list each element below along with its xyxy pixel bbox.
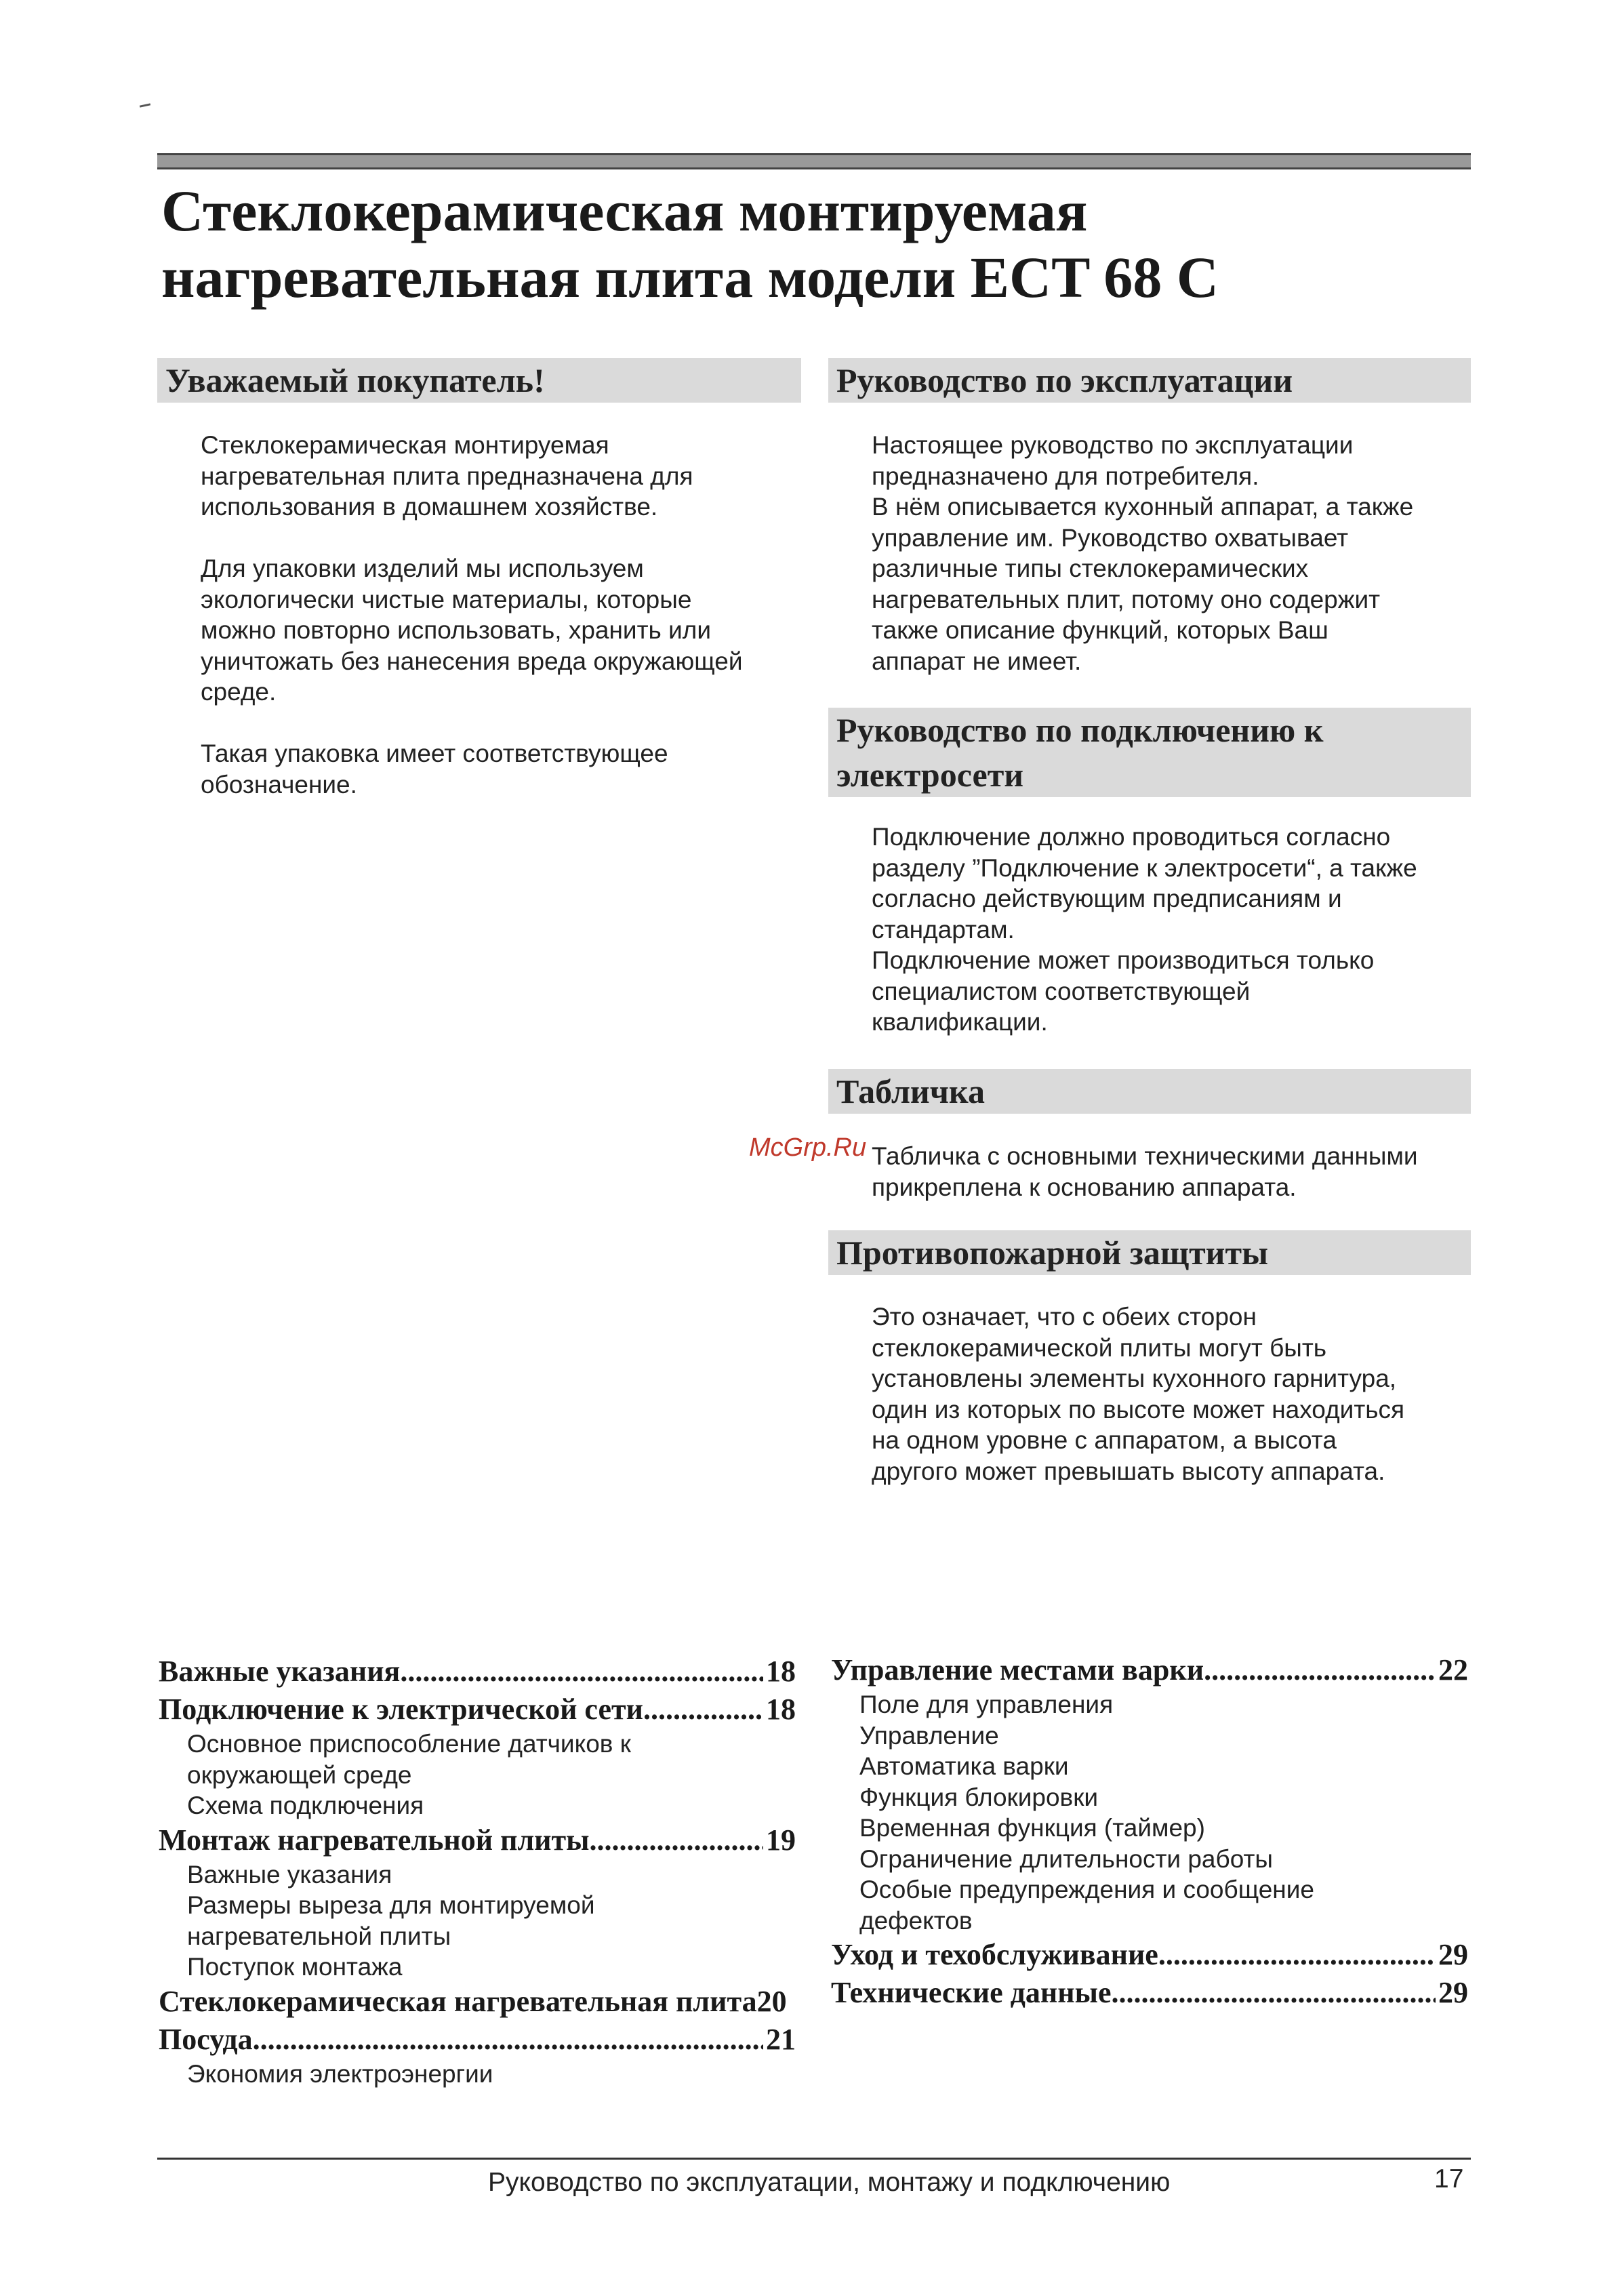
toc-page: 29 xyxy=(1438,1976,1468,2009)
toc-sub-entry: Поступок монтажа xyxy=(187,1953,403,1981)
text-line: управление им. Руководство охватывает xyxy=(872,523,1349,552)
section-heading-plate: Табличка xyxy=(828,1069,1471,1114)
toc-page: 20 xyxy=(756,1984,787,2018)
toc-sub-entry: Автоматика варки xyxy=(859,1752,1069,1780)
toc-sub-entry: дефектов xyxy=(859,1906,973,1935)
toc-label: Посуда xyxy=(159,2022,253,2056)
text-line: Стеклокерамическая монтируемая xyxy=(201,431,609,459)
toc-page: 29 xyxy=(1438,1938,1468,1971)
toc-label: Подключение к электрической сети xyxy=(159,1693,643,1726)
toc-label: Монтаж нагревательной плиты xyxy=(159,1823,590,1857)
text-line: нагревательных плит, потому оно содержит xyxy=(872,585,1381,613)
toc-entry[interactable] xyxy=(831,1974,1468,2012)
text-line: стеклокерамической плиты могут быть xyxy=(872,1333,1327,1362)
text-line: Это означает, что с обеих сторон xyxy=(872,1303,1257,1331)
toc-label: Управление местами варки xyxy=(831,1653,1204,1686)
toc-page: 18 xyxy=(766,1693,796,1726)
watermark: McGrp.Ru xyxy=(749,1133,867,1162)
title-rule xyxy=(157,153,1471,169)
intro-text xyxy=(201,430,811,800)
toc-entry[interactable] xyxy=(159,1821,796,1859)
plate-text xyxy=(872,1141,1471,1203)
page-title xyxy=(161,178,1483,310)
text-line: использования в домашнем хозяйстве. xyxy=(201,493,658,521)
text-line: Табличка с основными техническими данными xyxy=(872,1142,1418,1170)
text-line: другого может превышать высоту аппарата. xyxy=(872,1457,1385,1485)
scan-mark xyxy=(140,103,150,107)
toc-sub-entry: Особые предупреждения и сообщение xyxy=(859,1876,1314,1903)
text-line: квалификации. xyxy=(872,1008,1048,1036)
toc-sub-entry: Управление xyxy=(859,1721,999,1750)
toc-sub-entry: Ограничение длительности работы xyxy=(859,1844,1273,1873)
toc-label: Важные указания xyxy=(159,1655,401,1688)
text-line: один из которых по высоте может находиться xyxy=(872,1395,1405,1423)
toc-sub-entry: Экономия электроэнергии xyxy=(187,2059,493,2088)
footer-rule xyxy=(157,2158,1471,2160)
toc-right xyxy=(831,1651,1468,2012)
text-line: можно повторно использовать, хранить или xyxy=(201,616,712,644)
footer-text: Руководство по эксплуатации, монтажу и подключению xyxy=(488,2168,1171,2197)
connection-text xyxy=(872,822,1471,1038)
text-line: стандартам. xyxy=(872,915,1015,944)
toc-entry[interactable] xyxy=(831,1936,1468,1974)
text-line: обозначение. xyxy=(201,770,357,799)
text-line: прикреплена к основанию аппарата. xyxy=(872,1173,1297,1201)
toc-entry[interactable] xyxy=(159,2021,796,2059)
section-heading-manual: Руководство по эксплуатации xyxy=(828,358,1471,403)
page-number: 17 xyxy=(1434,2164,1464,2194)
text-line: установлены элементы кухонного гарнитура, xyxy=(872,1365,1397,1392)
text-line: аппарат не имеет. xyxy=(872,647,1082,675)
text-line: также описание функций, которых Ваш xyxy=(872,616,1328,644)
toc-label: Стеклокерамическая нагревательная плита xyxy=(159,1984,757,2018)
toc-page: 21 xyxy=(766,2022,796,2056)
text-line: экологически чистые материалы, которые xyxy=(201,585,692,613)
page-title-line: Стеклокерамическая монтируемая xyxy=(161,178,1088,243)
toc-sub-entry: нагревательной плиты xyxy=(187,1922,451,1950)
manual-text xyxy=(872,430,1471,676)
toc-sub-entry: Размеры выреза для монтируемой xyxy=(187,1891,595,1919)
text-line: различные типы стеклокерамических xyxy=(872,554,1309,582)
toc-sub-entry: Поле для управления xyxy=(859,1691,1114,1718)
toc-entry[interactable] xyxy=(831,1651,1468,1689)
toc-entry[interactable] xyxy=(159,1691,796,1729)
section-heading-connection xyxy=(828,708,1471,797)
toc-sub-entry: Схема подключения xyxy=(187,1792,424,1819)
toc-sub-entry: Важные указания xyxy=(187,1860,392,1888)
toc-sub-entry: окружающей среде xyxy=(187,1760,412,1789)
text-line: Подключение может производиться только xyxy=(872,946,1375,974)
toc-entry[interactable] xyxy=(159,1653,796,1691)
text-line: на одном уровне с аппаратом, а высота xyxy=(872,1426,1337,1454)
text-line: В нём описывается кухонный аппарат, а также xyxy=(872,493,1414,521)
toc-sub-entry: Временная функция (таймер) xyxy=(859,1814,1205,1842)
toc-label: Уход и техобслуживание xyxy=(831,1938,1158,1971)
section-heading-fire: Противопожарной защтиты xyxy=(828,1230,1471,1275)
text-line: Подключение должно проводиться согласно xyxy=(872,823,1391,851)
text-line: среде. xyxy=(201,678,277,706)
toc-entry[interactable] xyxy=(159,1983,796,2021)
toc-label: Технические данные xyxy=(831,1976,1112,2009)
toc-left xyxy=(159,1653,796,2089)
text-line: разделу ”Подключение к электросети“, а также xyxy=(872,853,1417,882)
section-heading-dear-customer: Уважаемый покупатель! xyxy=(157,358,801,403)
toc-page: 22 xyxy=(1438,1653,1468,1686)
text-line: Такая упаковка имеет соответствующее xyxy=(201,740,668,767)
fire-text xyxy=(872,1301,1471,1487)
toc-sub-entry: Функция блокировки xyxy=(859,1783,1099,1811)
text-line: Настоящее руководство по эксплуатации xyxy=(872,431,1354,459)
toc-sub-entry: Основное приспособление датчиков к xyxy=(187,1730,631,1758)
heading-line: Руководство по подключению к xyxy=(836,711,1324,749)
text-line: специалистом соответствующей xyxy=(872,977,1251,1005)
heading-line: электросети xyxy=(836,756,1024,794)
toc-page: 18 xyxy=(766,1655,796,1688)
page-title-line: нагревательная плита модели ECT 68 C xyxy=(161,245,1219,310)
text-line: нагревательная плита предназначена для xyxy=(201,462,693,490)
toc-page: 19 xyxy=(766,1823,796,1857)
text-line: предназначено для потребителя. xyxy=(872,462,1259,490)
text-line: уничтожать без нанесения вреда окружающей xyxy=(201,647,743,675)
text-line: Для упаковки изделий мы используем xyxy=(201,554,644,582)
text-line: согласно действующим предписаниям и xyxy=(872,885,1342,912)
